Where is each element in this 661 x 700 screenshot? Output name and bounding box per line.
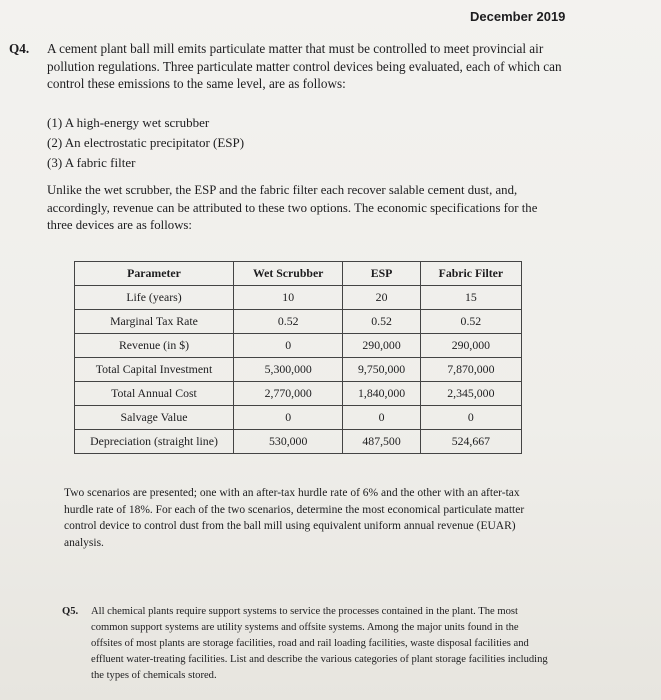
table-cell: Total Capital Investment — [75, 358, 234, 382]
header-date: December 2019 — [470, 9, 566, 24]
table-cell: 0 — [343, 406, 420, 430]
column-header-parameter: Parameter — [75, 262, 234, 286]
table-cell: 2,345,000 — [420, 382, 521, 406]
table-cell: 2,770,000 — [234, 382, 343, 406]
question-5-number: Q5. — [62, 606, 79, 617]
column-header-esp: ESP — [343, 262, 420, 286]
table-cell: 0 — [420, 406, 521, 430]
option-esp: (2) An electrostatic precipitator (ESP) — [47, 135, 245, 150]
question-5-text: All chemical plants require support systems to service the processes contained in the plant. The most common support systems are utility systems and offsite systems. Among the major units found in the offsites of most plants are storage facilities, road and rail loading facilities, waste disposal facilities and effluent water-treating facilities. List and describe the various categories of plant storage facilities including the types of chemicals stored. — [91, 606, 548, 681]
table-row — [75, 310, 522, 334]
table-header-row — [75, 262, 522, 286]
table-row — [75, 430, 522, 454]
table-row — [75, 406, 522, 430]
table-cell: Revenue (in $) — [75, 334, 234, 358]
table-cell: 15 — [420, 286, 521, 310]
question-4-intro: A cement plant ball mill emits particulate matter that must be controlled to meet provincial air pollution regulations. Three particulate matter control devices being evaluated, each of which can control these emissions to the same level, are as follows: — [47, 41, 562, 91]
table-cell: 0.52 — [420, 310, 521, 334]
table-cell: Life (years) — [75, 286, 234, 310]
table-cell: Salvage Value — [75, 406, 234, 430]
table-cell: 5,300,000 — [234, 358, 343, 382]
table-cell: 0 — [234, 406, 343, 430]
table-cell: Marginal Tax Rate — [75, 310, 234, 334]
table-cell: 20 — [343, 286, 420, 310]
table-cell: 530,000 — [234, 430, 343, 454]
table-cell: 290,000 — [343, 334, 420, 358]
economic-specifications-table — [74, 261, 522, 454]
table-cell: 9,750,000 — [343, 358, 420, 382]
table-row — [75, 334, 522, 358]
table-cell: 10 — [234, 286, 343, 310]
column-header-fabric-filter: Fabric Filter — [420, 262, 521, 286]
table-cell: 7,870,000 — [420, 358, 521, 382]
option-wet-scrubber: (1) A high-energy wet scrubber — [47, 115, 210, 130]
table-row — [75, 358, 522, 382]
table-cell: 524,667 — [420, 430, 521, 454]
table-cell: 487,500 — [343, 430, 420, 454]
table-row — [75, 286, 522, 310]
table-cell: Depreciation (straight line) — [75, 430, 234, 454]
scenarios-paragraph: Two scenarios are presented; one with an after-tax hurdle rate of 6% and the other with an after-tax hurdle rate of 18%. For each of the two scenarios, determine the most economical particulate matter control device to control dust from the ball mill using equivalent uniform annual revenue (EUAR) analysis. — [64, 487, 525, 549]
table-cell: 1,840,000 — [343, 382, 420, 406]
table-cell: 0 — [234, 334, 343, 358]
question-4-number: Q4. — [9, 41, 30, 56]
device-options-list — [47, 113, 244, 173]
table-cell: 0.52 — [343, 310, 420, 334]
question-4-paragraph: Unlike the wet scrubber, the ESP and the fabric filter each recover salable cement dust, and, accordingly, revenue can be attributed to these two options. The economic specifications for the three devices are as follows: — [47, 183, 538, 232]
column-header-wet-scrubber: Wet Scrubber — [234, 262, 343, 286]
table-row — [75, 382, 522, 406]
table-cell: 290,000 — [420, 334, 521, 358]
table-cell: Total Annual Cost — [75, 382, 234, 406]
table-cell: 0.52 — [234, 310, 343, 334]
option-fabric-filter: (3) A fabric filter — [47, 155, 136, 170]
